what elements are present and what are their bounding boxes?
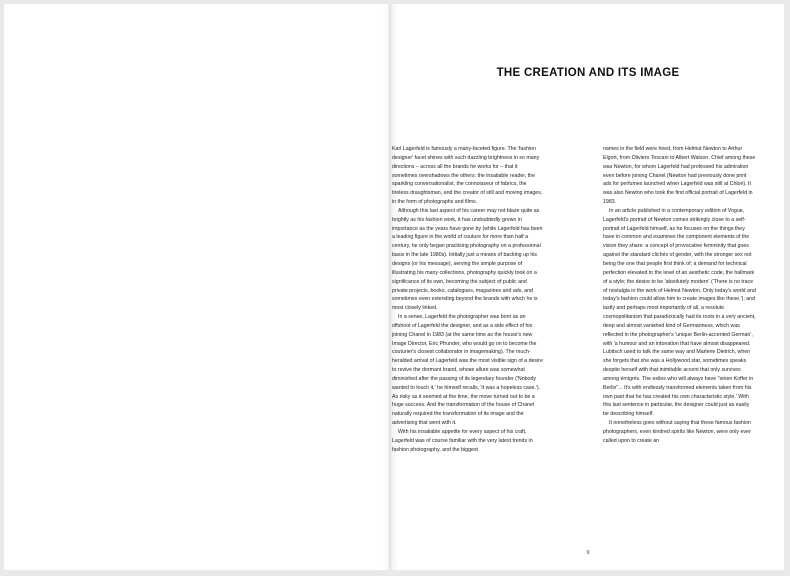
paragraph: In a sense, Lagerfeld the photographer was born as an offshoot of Lagerfeld the designer, and as a side effect of his joining Chanel in 1983 (at the same time as the house's new Image Director, Eric Pfrunder, who would go on to become the couturier's closest collaborator in imagemaking). The much-heralded arrival of Lagerfeld was the most visible sign of a desire to revive the dormant brand, whose allure was somewhat diminished after the passing of its legendary founder ('Nobody wanted to touch it,' he himself recalls, 'it was a hopeless case.'). As risky as it seemed at the time, the move turned out to be a huge success. And the transformation of the house of Chanel naturally required the transformation of its image and the advertising that went with it. [392, 314, 543, 427]
paragraph-continuation: names in the field were hired, from Helmut Newton to Arthur Elgort, from Oliviero Toscani to Albert Watson. Chief among these was Newton, for whom Lagerfeld had professed his admiration even before joining Chanel (Newton had previously done print ads for perfumes launched when Lagerfeld was still at Chloé). It was also Newton who took the first official portrait of Lagerfeld in 1983. [603, 146, 756, 206]
right-page [392, 4, 784, 570]
text-column-left [392, 145, 544, 455]
page-number: 9 [586, 550, 590, 556]
text-column-right [603, 145, 756, 446]
paragraph: With his insatiable appetite for every aspect of his craft, Lagerfeld was of course familiar with the very latest trends in fashion photography, and the biggest [392, 429, 533, 453]
chapter-heading: THE CREATION AND ITS IMAGE [496, 67, 680, 79]
paragraph: Karl Lagerfeld is famously a many-faceted figure. The 'fashion designer' facet shines with such dazzling brightness in so many directions – across all the brands he works for – that it sometimes overshadows the others: the insatiable reader, the sparkling conversationalist, the connoisseur of fabrics, the tireless draughtsman, and the creator of still and moving images, in the form of photographs and films. [392, 146, 543, 206]
paragraph: In an article published in a contemporary edition of Vogue, Lagerfeld's portrait of Newton comes strikingly close to a self-portrait of Lagerfeld himself, as he focuses on the things they have in common and examines the component elements of the vision they share: a concept of provocative femininity that goes against the standard clichés of gender, with the stronger sex not being the one that people first think of; a demand for technical perfection elevated to the level of an aesthetic code, the hallmark of a style; the desire to be 'absolutely modern' ('There is no trace of nostalgia in the work of Helmut Newton. Only today's world and today's fashion could allow him to create images like these.'); and lastly and perhaps most importantly of all, a resolute cosmopolitanism that paradoxically had its roots in a very ancient, deep and almost vanished kind of Germanness, which was reflected in the photographer's 'unique Berlin-accented German', with 'a humour and an intonation that have almost disappeared. Lubitsch used to talk the same way and Marlene Dietrich, when she forgets that she was a Hollywood star, sometimes speaks despite herself with that inimitable accent that only survives among émigrés. The exiles who will always have "einen Koffer in Berlin"... It's with endlessly transformed elements taken from his own past that he has created his own characteristic style.' With this last sentence in particular, the designer could just as easily be describing himself. [603, 207, 756, 418]
paragraph: It nonetheless goes without saying that these famous fashion photographers, even kindred spirits like Newton, were only ever called upon to create an [603, 420, 751, 444]
left-page-blank [4, 4, 390, 570]
paragraph: Although this last aspect of his career may not blaze quite as brightly as his fashion work, it has undoubtedly grown in importance as the years have gone by (while Lagerfeld has been a leading figure in the world of couture for more than half a century, he only began practising photography on a professional basis in the late 1980s). Initially just a means of backing up his designs (or his message), serving the simple purpose of illustrating his many collections, photography quickly took on a significance of its own, becoming the subject of public and private projects, books, catalogues, magazines and ads, and sometimes even extending beyond the brands with which he is most closely linked. [392, 207, 543, 312]
